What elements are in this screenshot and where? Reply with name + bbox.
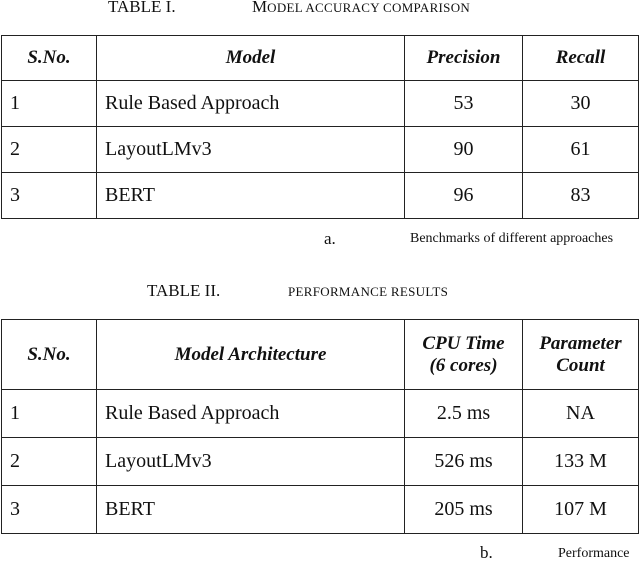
table2-cell-model: LayoutLMv3 [97, 438, 405, 486]
table1-cell-recall: 30 [523, 81, 639, 127]
table2-cell-model: BERT [97, 486, 405, 534]
table1-subcaption: Benchmarks of different approaches [410, 231, 614, 246]
table1-header-model: Model [97, 36, 405, 81]
table1-cell-model: LayoutLMv3 [97, 127, 405, 173]
table2-header-cpu-time: CPU Time (6 cores) [405, 320, 523, 390]
table2-subcaption: Performance [558, 546, 630, 561]
table2-cell-cpu-time: 526 ms [405, 438, 523, 486]
table2-cell-sno: 3 [2, 486, 97, 534]
table1-cell-precision: 96 [405, 173, 523, 219]
table2-cell-sno: 2 [2, 438, 97, 486]
table2-cell-parameter-count: 133 M [523, 438, 639, 486]
table1-cell-model: BERT [97, 173, 405, 219]
table-row [2, 173, 639, 219]
table2-title: PERFORMANCE RESULTS [288, 284, 449, 299]
table2-cell-cpu-time: 2.5 ms [405, 390, 523, 438]
table2-header-model-architecture: Model Architecture [97, 320, 405, 390]
table1-subcaption-letter: a. [324, 229, 336, 248]
table2-header-parameter-count: Parameter Count [523, 320, 639, 390]
table-row [2, 438, 639, 486]
table1 [1, 35, 639, 219]
table1-cell-recall: 61 [523, 127, 639, 173]
table1-cell-precision: 90 [405, 127, 523, 173]
table-row [2, 81, 639, 127]
table2-number: TABLE II. [147, 281, 221, 300]
table1-header-sno: S.No. [2, 36, 97, 81]
table-row [2, 127, 639, 173]
table2 [1, 319, 639, 534]
table1-number: TABLE I. [108, 0, 176, 16]
table1-cell-precision: 53 [405, 81, 523, 127]
table-row [2, 486, 639, 534]
table2-cell-sno: 1 [2, 390, 97, 438]
table2-cell-cpu-time: 205 ms [405, 486, 523, 534]
table1-cell-sno: 1 [2, 81, 97, 127]
table1-header-precision: Precision [405, 36, 523, 81]
table1-cell-sno: 2 [2, 127, 97, 173]
table2-header-sno: S.No. [2, 320, 97, 390]
table1-title: MODEL ACCURACY COMPARISON [252, 0, 471, 16]
table2-subcaption-letter: b. [480, 543, 493, 561]
table1-cell-model: Rule Based Approach [97, 81, 405, 127]
table1-header-recall: Recall [523, 36, 639, 81]
table2-cell-model: Rule Based Approach [97, 390, 405, 438]
table1-cell-recall: 83 [523, 173, 639, 219]
table2-header-row [2, 320, 639, 390]
table1-cell-sno: 3 [2, 173, 97, 219]
table2-cell-parameter-count: 107 M [523, 486, 639, 534]
table1-header-row [2, 36, 639, 81]
table2-cell-parameter-count: NA [523, 390, 639, 438]
table-row [2, 390, 639, 438]
